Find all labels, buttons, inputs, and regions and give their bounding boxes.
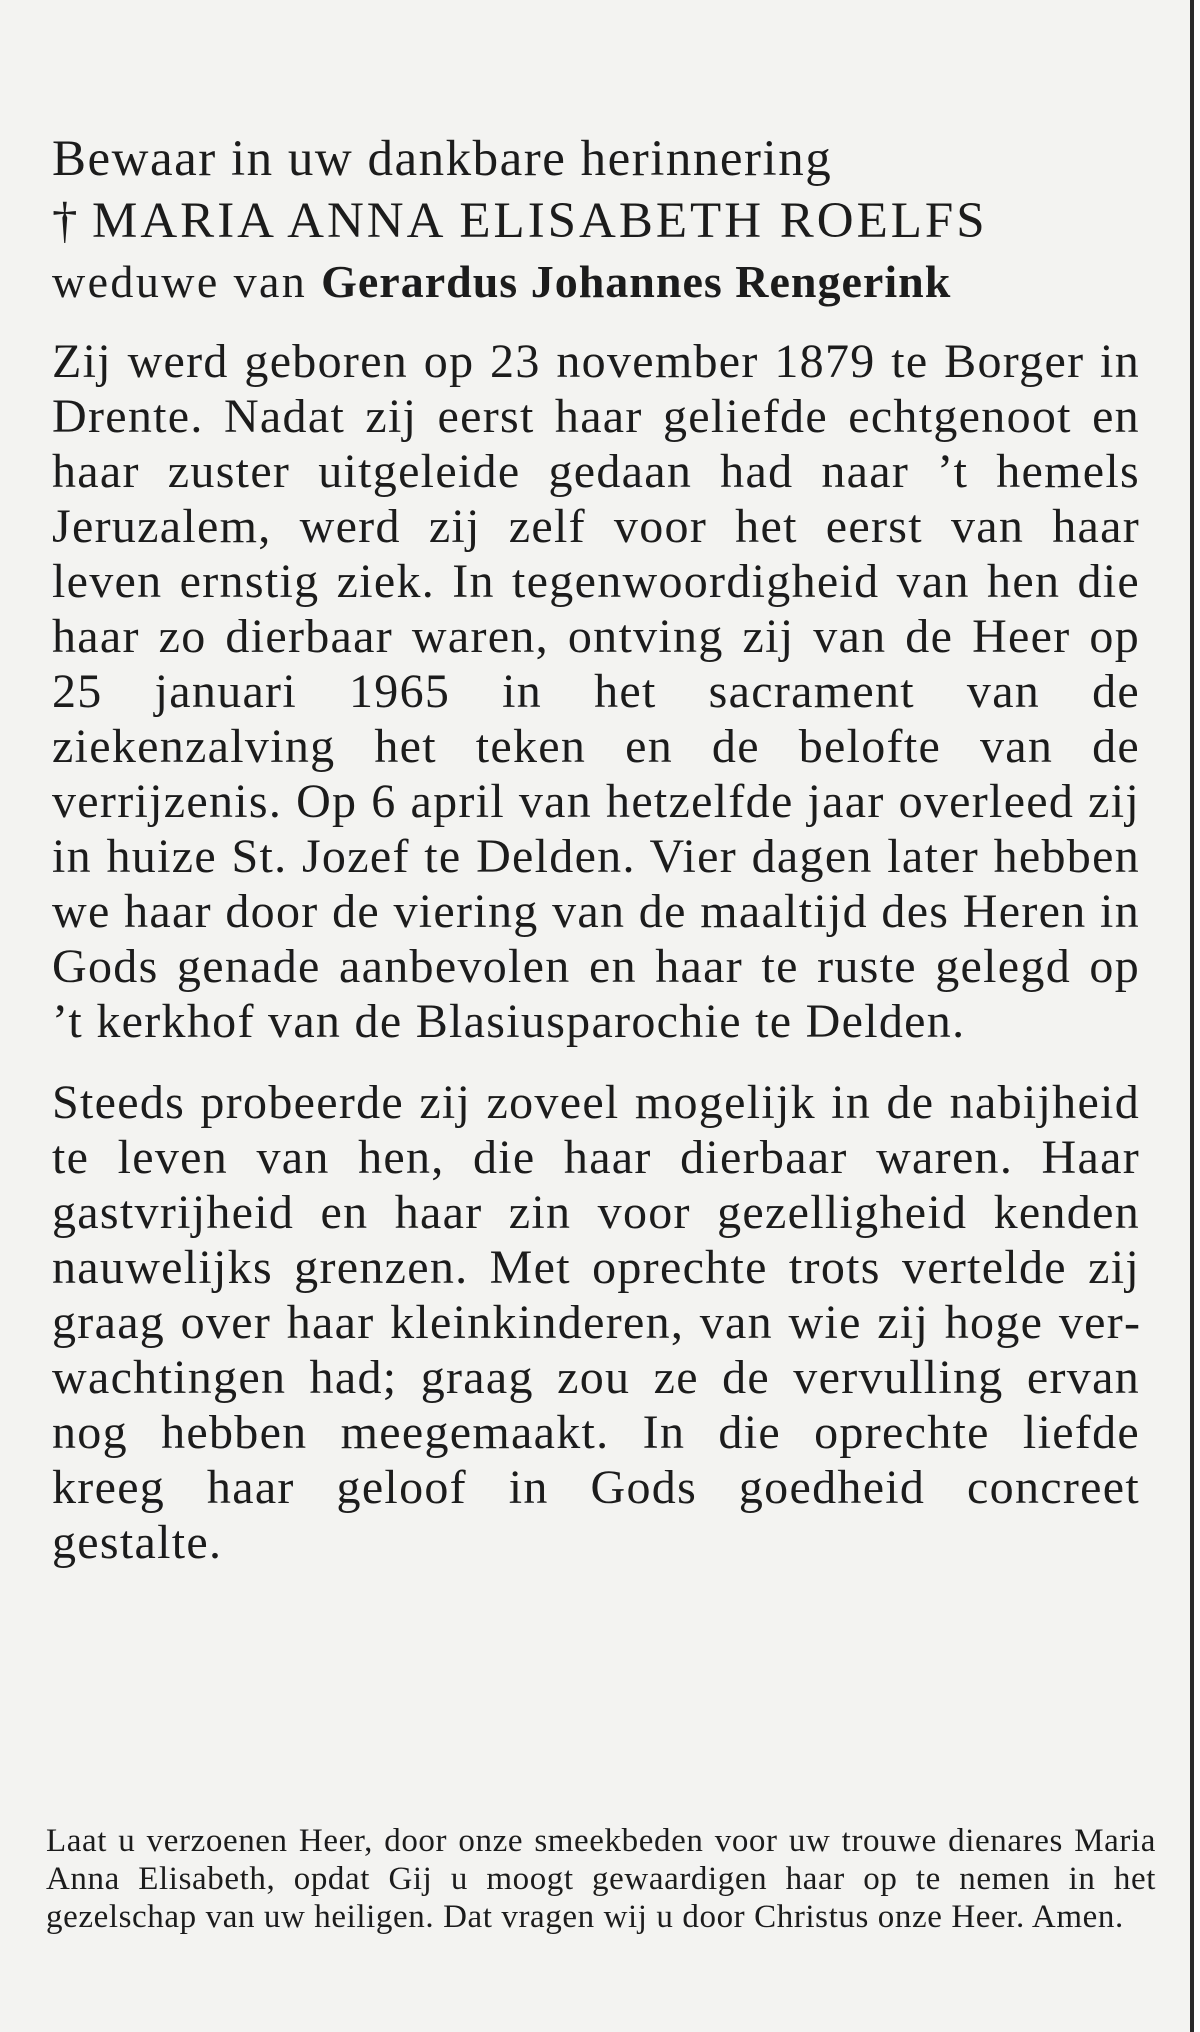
scan-margin bbox=[1194, 0, 1200, 2032]
closing-prayer: Laat u verzoenen Heer, door onze smeekbeden voor uw trouwe dienares Maria Anna Elisabeth, opdat Gij u moogt gewaardigen haar op te nemen in het gezelschap van uw heiligen. Dat vragen wij u door Christus onze Heer. Amen. bbox=[46, 1823, 1156, 1935]
card-content bbox=[52, 128, 1140, 1598]
character-paragraph: Steeds probeerde zij zoveel mogelijk in de nabijheid te leven van hen, die haar dierbaar waren. Haar gastvrijheid en haar zin voor gezelligheid kenden nauwelijks grenzen. Met oprechte trots vertelde zij graag over haar kleinkinderen, van wie zij hoge verwachtingen had; graag zou ze de vervulling ervan nog hebben meegemaakt. In die oprechte liefde kreeg haar geloof in Gods goedheid concreet gestalte. bbox=[52, 1076, 1140, 1569]
deceased-name: MARIA ANNA ELISABETH ROELFS bbox=[92, 193, 988, 249]
spouse-name: Gerardus Johannes Rengerink bbox=[321, 256, 952, 307]
cross-icon: † bbox=[52, 193, 81, 249]
widow-prefix: weduwe van bbox=[52, 256, 308, 307]
deceased-name-line bbox=[52, 190, 1140, 252]
biography-paragraph: Zij werd geboren op 23 november 1879 te Borger in Drente. Nadat zij eerst haar geliefde echtgenoot en haar zuster uitgeleide gedaan had naar ’t hemels Jeruzalem, werd zij zelf voor het eerst van haar leven ernstig ziek. In tegenwoordigheid van hen die haar zo dierbaar waren, ontving zij van de Heer op 25 januari 1965 in het sacrament van de ziekenzalving het teken en de belofte van de verrijzenis. Op 6 april van hetzelfde jaar overleed zij in huize St. Jozef te Delden. Vier dagen later hebben we haar door de viering van de maaltijd des Heren in Gods genade aanbevolen en haar te ruste gelegd op ’t kerkhof van de Blasiusparochie te Delden. bbox=[52, 335, 1140, 1048]
widow-line bbox=[52, 252, 1140, 312]
card-heading: Bewaar in uw dankbare herinnering bbox=[52, 131, 833, 187]
